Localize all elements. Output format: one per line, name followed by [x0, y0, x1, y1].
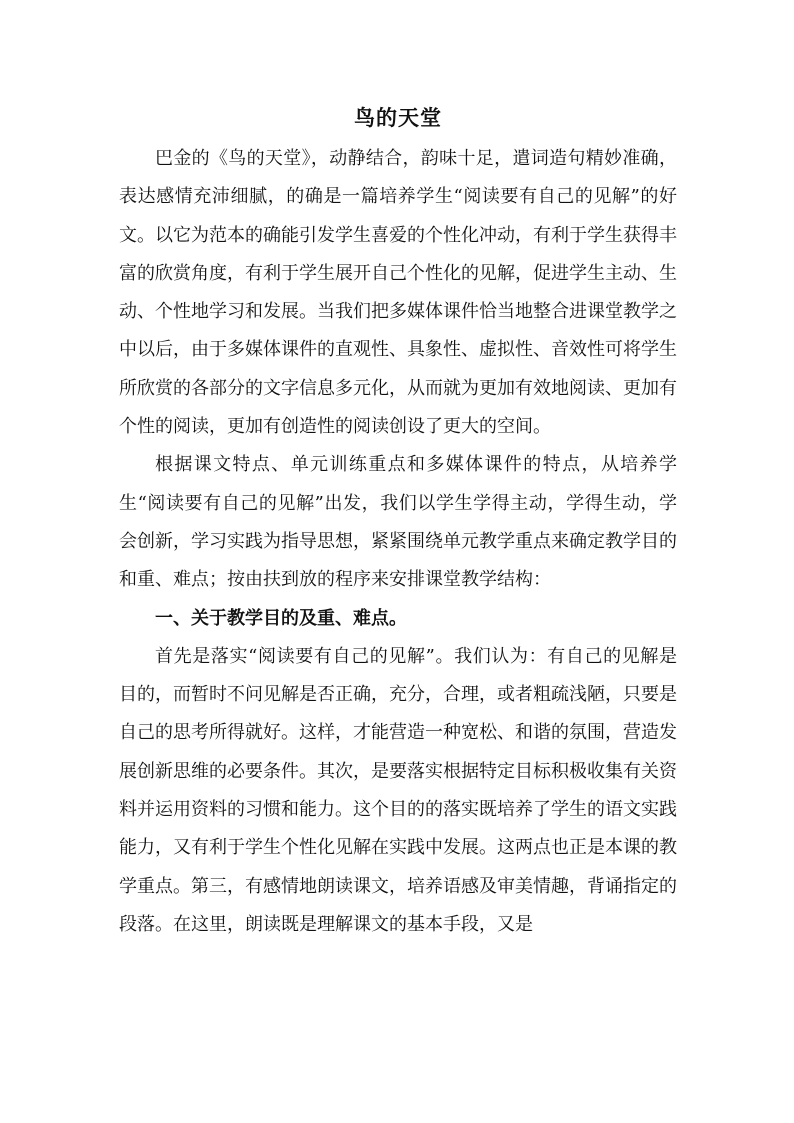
paragraph-intro: 巴金的《鸟的天堂》，动静结合，韵味十足，遣词造句精妙准确，表达感情充沛细腻，的确是一篇培养学生“阅读要有自己的见解”的好文。以它为范本的确能引发学生喜爱的个性化冲动，有利于学生获得丰富的欣赏角度，有利于学生展开自己个性化的见解，促进学生主动、生动、个性地学习和发展。当我们把多媒体课件恰当地整合进课堂教学之中以后，由于多媒体课件的直观性、具象性、虚拟性、音效性可将学生所欣赏的各部分的文字信息多元化，从而就为更加有效地阅读、更加有个性的阅读，更加有创造性的阅读创设了更大的空间。: [119, 148, 677, 438]
paragraph-objectives: 首先是落实“阅读要有自己的见解”。我们认为：有自己的见解是目的，而暂时不问见解是否正确，充分，合理，或者粗疏浅陋，只要是自己的思考所得就好。这样，才能营造一种宽松、和谐的氛围，营造发展创新思维的必要条件。其次，是要落实根据特定目标积极收集有关资料并运用资料的习惯和能力。这个目的的落实既培养了学生的语文实践能力，又有利于学生个性化见解在实践中发展。这两点也正是本课的教学重点。第三，有感情地朗读课文，培养语感及审美情趣，背诵指定的段落。在这里，朗读既是理解课文的基本手段，又是: [119, 645, 677, 935]
document-title: 鸟的天堂: [354, 105, 442, 130]
section-heading-objectives: 一、关于教学目的及重、难点。: [155, 607, 407, 629]
paragraph-approach: 根据课文特点、单元训练重点和多媒体课件的特点，从培养学生“阅读要有自己的见解”出发，我们以学生学得主动，学得生动，学会创新，学习实践为指导思想，紧紧围绕单元教学重点来确定教学目的和重、难点；按由扶到放的程序来安排课堂教学结构：: [119, 454, 677, 591]
document-page: [119, 98, 677, 944]
